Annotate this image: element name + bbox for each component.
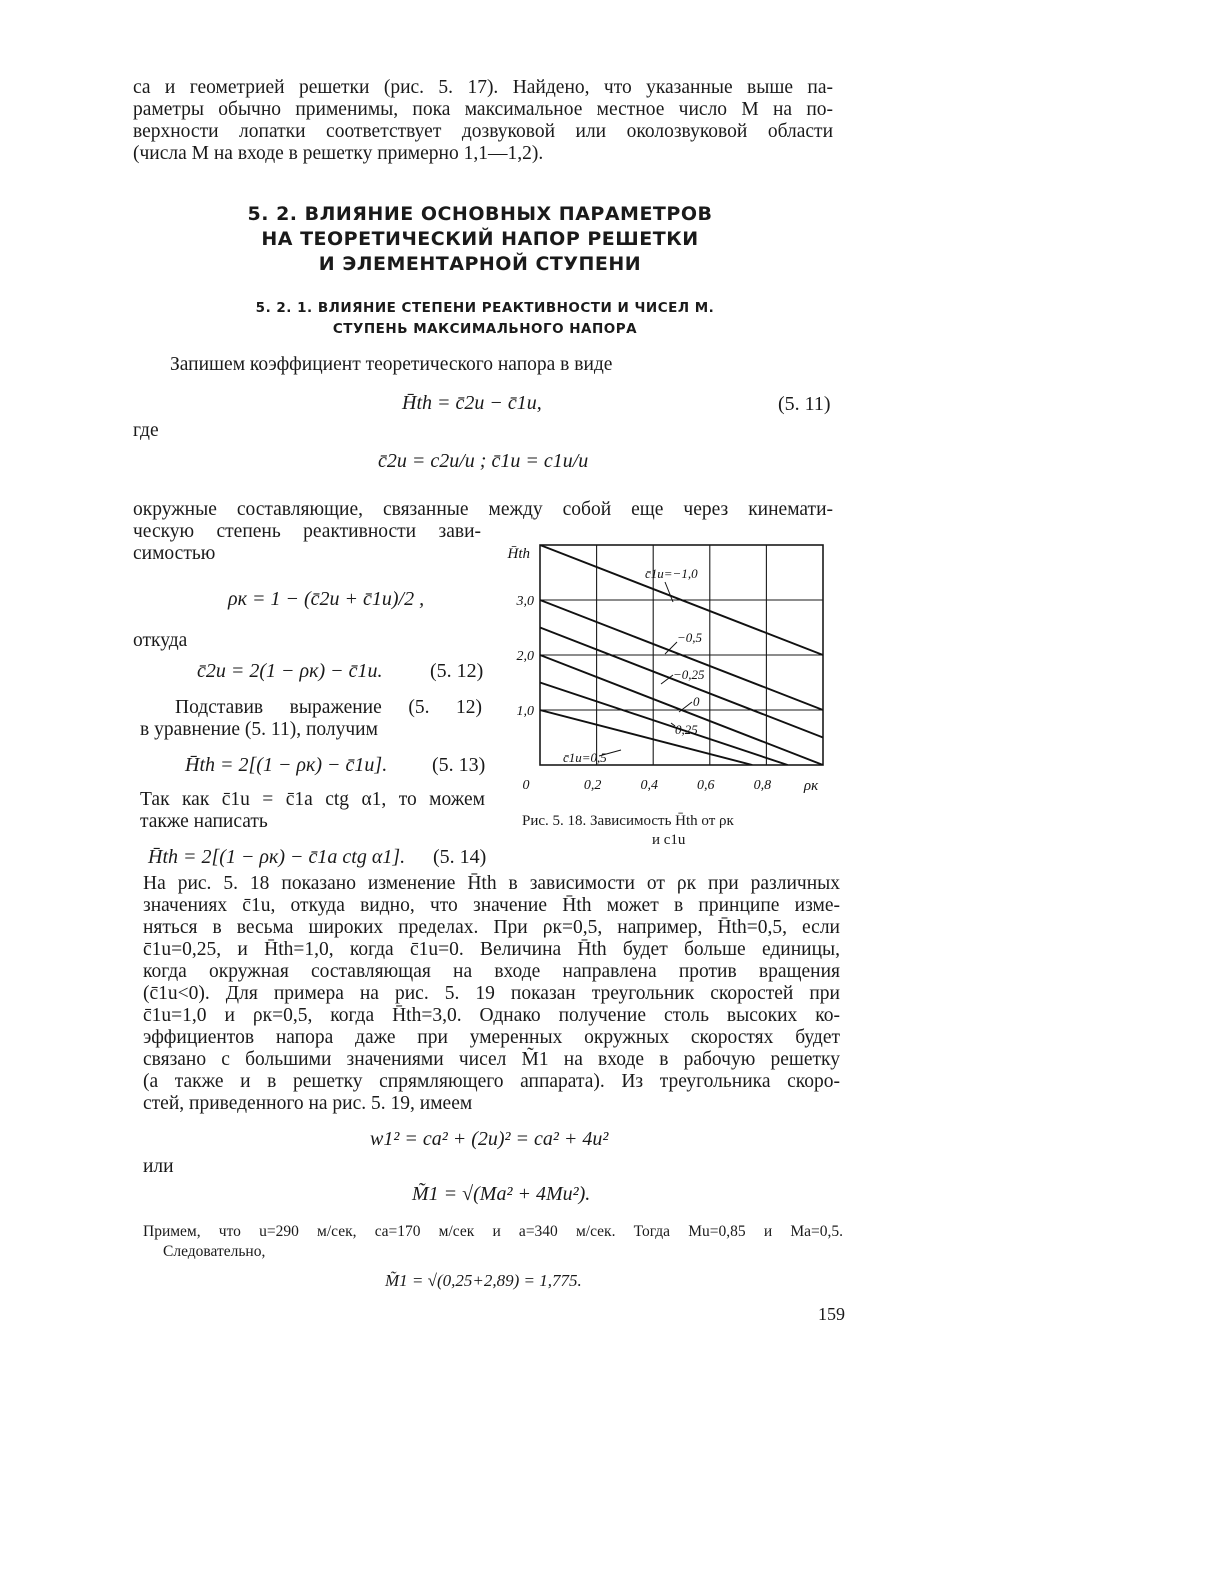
series-label-2: −0,5 [677, 630, 703, 645]
equation-5-13: H̄th = 2[(1 − ρк) − c̄1u]. [185, 754, 388, 776]
paragraph-5-line-6: (c̄1u<0). Для примера на рис. 5. 19 показан треугольник скоростей при [143, 983, 840, 1004]
series-label-6: c̄1u=0,5 [563, 750, 607, 765]
equation-5-12: c̄2u = 2(1 − ρк) − c̄1u. [197, 660, 383, 682]
y-axis-label: H̄th [507, 546, 530, 562]
paragraph-5-line-3: няться в весьма широких пределах. При ρк=0,5, например, H̄th=0,5, если [143, 917, 840, 938]
definitions-c2u-c1u: c̄2u = c2u/u ; c̄1u = c1u/u [378, 450, 589, 472]
word-ili: или [143, 1156, 174, 1177]
figure-caption-line-1: Рис. 5. 18. Зависимость H̄th от ρк [522, 813, 734, 829]
paragraph-5-line-9: связано с большими значениями чисел M̃1 на входе в рабочую решетку [143, 1049, 840, 1070]
series-label-5: 0,25 [675, 722, 698, 737]
intro-line-3: верхности лопатки соответствует дозвуковой или околозвуковой области [133, 121, 833, 142]
equation-number-5-11: (5. 11) [778, 393, 831, 415]
section-title [240, 202, 720, 277]
figure-5-18-chart [495, 530, 840, 800]
section-title-line-2: НА ТЕОРЕТИЧЕСКИЙ НАПОР РЕШЕТКИ [261, 228, 699, 250]
equation-5-14: H̄th = 2[(1 − ρк) − c̄1a ctg α1]. [148, 846, 406, 868]
paragraph-5-line-10: (а также и в решетку спрямляющего аппарата). Из треугольника скоро- [143, 1071, 840, 1092]
x-tick-label-5: 0,8 [753, 778, 772, 793]
equation-rho: ρк = 1 − (c̄2u + c̄1u)/2 , [228, 588, 425, 610]
paragraph-3-line-1: Подставив выражение (5. 12) [175, 697, 482, 718]
subsection-title-line-2: СТУПЕНЬ МАКСИМАЛЬНОГО НАПОРА [332, 321, 638, 337]
x-tick-label-2: 0,2 [583, 778, 602, 793]
paragraph-5-line-1: На рис. 5. 18 показано изменение H̄th в зависимости от ρк при различных [143, 873, 840, 894]
subsection-title [200, 298, 770, 340]
intro-line-4: (числа М на входе в решетку примерно 1,1—1,2). [133, 143, 544, 164]
paragraph-2-line-1: окружные составляющие, связанные между собой еще через кинемати- [133, 499, 833, 520]
paragraph-3-line-2: в уравнение (5. 11), получим [140, 719, 378, 740]
paragraph-2-line-3: симостью [133, 543, 216, 564]
paragraph-5-line-8: эффициентов напора даже при умеренных окружных скоростях будет [143, 1027, 840, 1048]
paragraph-4-line-1: Так как c̄1u = c̄1a ctg α1, то можем [140, 789, 485, 810]
section-title-line-3: И ЭЛЕМЕНТАРНОЙ СТУПЕНИ [318, 253, 642, 275]
y-tick-label-2: 2,0 [516, 649, 534, 664]
equation-number-5-12: (5. 12) [430, 660, 484, 682]
x-axis-label: ρк [803, 778, 819, 794]
intro-line-2: раметры обычно применимы, пока максимальное местное число М на по- [133, 99, 833, 120]
intro-line-1: са и геометрией решетки (рис. 5. 17). Найдено, что указанные выше па- [133, 77, 833, 98]
paragraph-5-line-11: стей, приведенного на рис. 5. 19, имеем [143, 1093, 473, 1114]
example-line-1: Примем, что u=290 м/сек, ca=170 м/сек и a=340 м/сек. Тогда Mu=0,85 и Ma=0,5. [143, 1223, 843, 1240]
y-tick-label-1: 1,0 [516, 704, 534, 719]
paragraph-5-line-5: когда окружная составляющая на входе направлена против вращения [143, 961, 840, 982]
equation-m1: M̃1 = √(Ma² + 4Mu²). [412, 1183, 591, 1205]
example-line-2: Следовательно, [163, 1243, 266, 1260]
paragraph-4-line-2: также написать [140, 811, 268, 832]
paragraph-intro-coefficient: Запишем коэффициент теоретического напора в виде [170, 354, 613, 375]
x-tick-label-3: 0,4 [640, 778, 658, 793]
x-tick-label-4: 0,6 [697, 778, 715, 793]
equation-w1: w1² = ca² + (2u)² = ca² + 4u² [370, 1128, 609, 1150]
equation-final: M̃1 = √(0,25+2,89) = 1,775. [385, 1271, 582, 1290]
x-tick-label-1: 0 [522, 778, 530, 793]
paragraph-5-line-2: значениях c̄1u, откуда видно, что значение H̄th может в принципе изме- [143, 895, 840, 916]
page-number: 159 [818, 1304, 845, 1324]
series-label-leader-1 [665, 582, 673, 602]
series-label-4: 0 [693, 694, 700, 709]
paragraph-2-line-2: ческую степень реактивности зави- [133, 521, 481, 542]
word-otkuda: откуда [133, 630, 188, 651]
section-title-line-1: 5. 2. ВЛИЯНИЕ ОСНОВНЫХ ПАРАМЕТРОВ [247, 203, 713, 225]
equation-number-5-14: (5. 14) [433, 846, 487, 868]
paragraph-5-line-4: c̄1u=0,25, и H̄th=1,0, когда c̄1u=0. Величина H̄th будет больше единицы, [143, 939, 840, 960]
series-label-3: −0,25 [673, 667, 705, 682]
subsection-title-line-1: 5. 2. 1. ВЛИЯНИЕ СТЕПЕНИ РЕАКТИВНОСТИ И ЧИСЕЛ М. [255, 300, 715, 316]
figure-caption-line-2: и c1u [652, 832, 686, 848]
y-tick-label-3: 3,0 [516, 594, 534, 609]
word-where: где [133, 420, 159, 441]
equation-number-5-13: (5. 13) [432, 754, 486, 776]
equation-5-11: H̄th = c̄2u − c̄1u, [402, 392, 542, 414]
paragraph-5-line-7: c̄1u=1,0 и ρк=0,5, когда H̄th=3,0. Однако получение столь высоких ко- [143, 1005, 840, 1026]
series-label-1: c̄1u=−1,0 [645, 566, 698, 581]
